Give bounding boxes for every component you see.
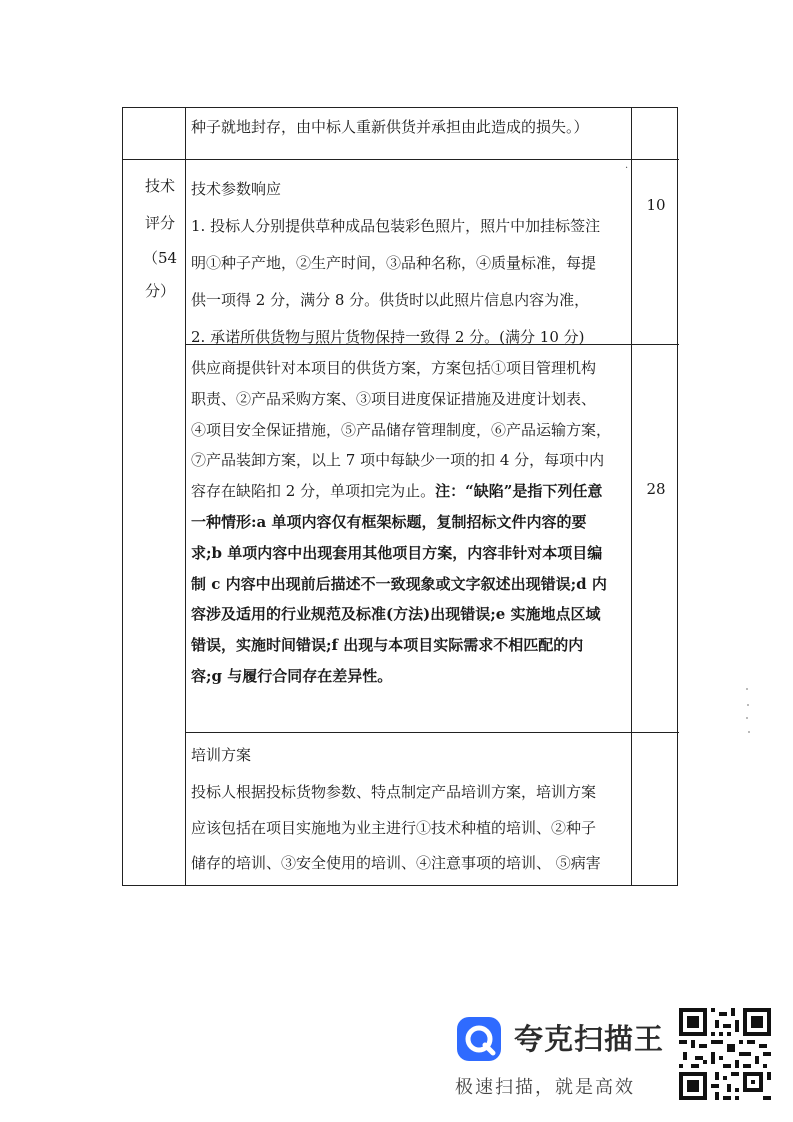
row3-content [191,353,611,692]
qr-code-icon [679,1008,771,1100]
row2-content [191,171,600,356]
row4-heading: 培训方案 [191,746,252,764]
row3-note-line: 容;g 与履行合同存在差异性。 [191,666,393,685]
row2-line: 1. 投标人分别提供草种成品包装彩色照片，照片中加挂标签注 [191,217,601,235]
brand-slogan: 极速扫描，就是高效 [455,1077,635,1098]
row3-note-line: 容涉及适用的行业规范及标准(方法)出现错误;e 实施地点区域 [191,605,601,624]
row4-line: 储存的培训、③安全使用的培训、④注意事项的培训、 ⑤病害 [191,854,601,872]
row3-line: ⑦产品装卸方案，以上 7 项中每缺少一项的扣 4 分，每项中内 [191,451,605,470]
row3-note-line: 求;b 单项内容中出现套用其他项目方案，内容非针对本项目编 [191,543,603,562]
row3-line: 供应商提供针对本项目的供货方案，方案包括①项目管理机构 [191,359,597,377]
section-label [137,171,183,306]
row4-line: 投标人根据投标货物参数、特点制定产品培训方案，培训方案 [191,783,597,801]
row4-content [191,738,601,881]
row3-line: 容存在缺陷扣 2 分，单项扣完为止。 [191,482,436,501]
row2-score: 10 [646,196,666,214]
quark-scanner-logo-icon [455,1015,503,1063]
row3-line: ④项目安全保证措施，⑤产品储存管理制度，⑥产品运输方案， [191,420,612,439]
column-divider-label [185,108,186,885]
row1-text: 种子就地封存，由中标人重新供货并承担由此造成的损失。） [191,118,589,136]
section-label-line: 分） [144,282,175,300]
scoring-table [122,107,678,886]
row2-line: 供一项得 2 分，满分 8 分。供货时以此照片信息内容为准， [191,291,590,309]
row-divider-1 [123,159,679,160]
section-label-line: 评分 [144,214,175,232]
row3-score: 28 [646,480,666,498]
row4-line: 应该包括在项目实施地为业主进行①技术种植的培训、②种子 [191,819,597,837]
row3-note-line: 一种情形:a 单项内容仅有框架标题，复制招标文件内容的要 [191,512,587,531]
row3-line: 职责、②产品采购方案、③项目进度保证措施及进度计划表、 [191,389,597,408]
section-label-line: 技术 [144,177,175,195]
row2-line: 明①种子产地，②生产时间，③品种名称，④质量标准，每提 [191,254,597,272]
row-divider-3 [185,732,679,733]
row3-note-line: 错误，实施时间错误;f 出现与本项目实际需求不相匹配的内 [191,636,584,655]
brand-name: 夸克扫描王 [514,1022,665,1056]
row2-line: 2. 承诺所供货物与照片货物保持一致得 2 分。(满分 10 分) [191,328,585,346]
row1-content [191,112,589,142]
row3-note-start: 注：“缺陷”是指下列任意 [435,482,603,501]
column-divider-score [631,108,632,885]
row3-note-line: 制 c 内容中出现前后描述不一致现象或文字叙述出现错误;d 内 [191,574,607,593]
row2-heading: 技术参数响应 [191,180,282,198]
scan-mark: · [625,163,629,174]
section-label-line: （54 [142,249,178,267]
